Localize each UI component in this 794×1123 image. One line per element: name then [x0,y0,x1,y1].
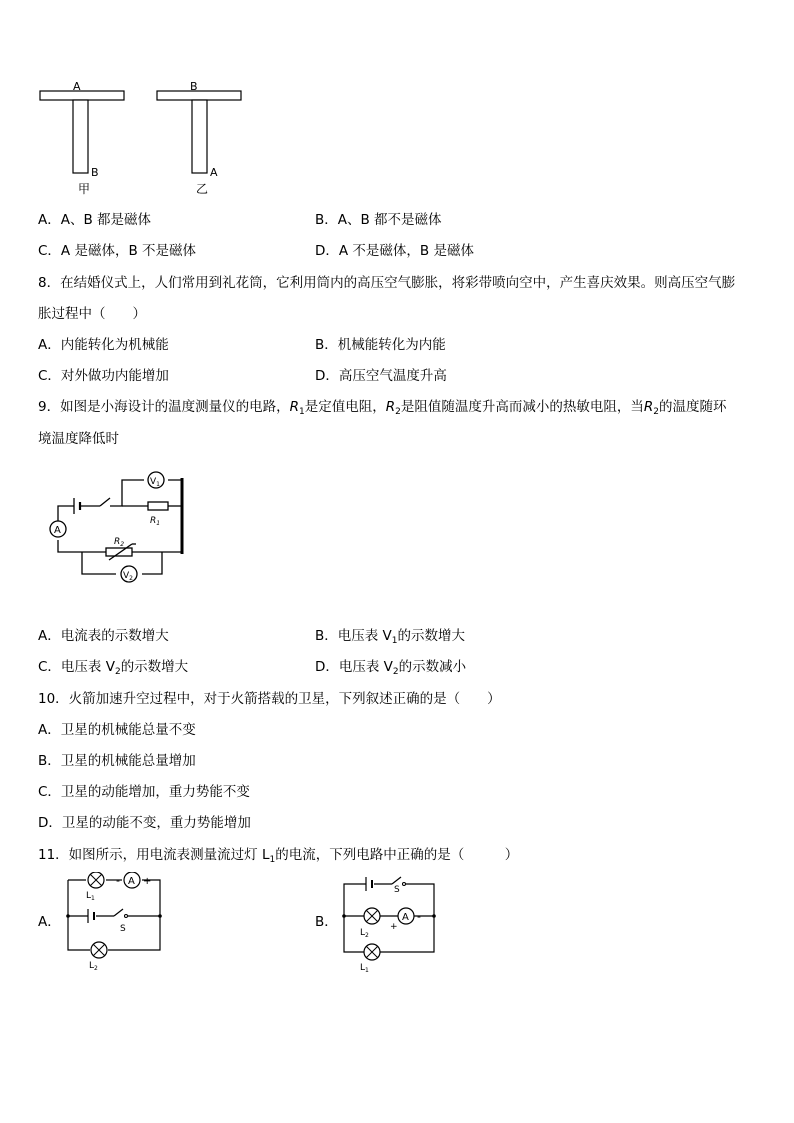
q7-left-top-label: A [73,80,81,93]
q11b-l2-label [360,928,369,939]
q9-option-b[interactable] [315,624,465,644]
q7-option-d[interactable]: D．A 不是磁体，B 是磁体 [315,243,474,259]
q11-stem-post: 的电流，下列电路中正确的是（ ） [275,847,519,863]
q11-circuit-b[interactable] [336,872,446,972]
q7-right-top-label: B [190,80,198,93]
q10-option-c[interactable]: C．卫星的动能增加，重力势能不变 [38,784,250,800]
q11a-l1-label [86,891,95,902]
q10-stem: 10．火箭加速升空过程中，对于火箭搭载的卫星，下列叙述正确的是（ ） [38,691,501,707]
q11a-l2: L [89,961,95,971]
q11b-l2: L [360,928,366,938]
q9-r1-label [150,516,160,527]
q9-option-c[interactable] [38,655,188,675]
q11-stem-sub: 1 [269,855,276,865]
q9-option-b-sub: 1 [391,636,398,646]
q9-option-d[interactable] [315,655,466,675]
q11-stem [38,843,518,863]
q11-circuit-a[interactable] [60,872,170,972]
q9-r1-label-sub: 1 [156,520,161,527]
q9-v1-v: V [150,477,157,487]
q9-option-d-pre: D．电压表 V [315,659,393,675]
q11a-l1-sub: 1 [91,895,95,902]
q9-stem-p4: 的温度随环 [658,399,727,415]
q11a-l2-sub: 2 [94,965,98,972]
q10-option-d[interactable]: D．卫星的动能不变，重力势能增加 [38,815,251,831]
q11-option-b-label[interactable]: B． [315,914,338,930]
q10-option-a[interactable]: A．卫星的机械能总量不变 [38,722,196,738]
q7-right-caption: 乙 [196,182,209,196]
q9-r3-sub: 2 [653,407,659,417]
q11b-l2-sub: 2 [365,932,369,939]
q9-option-c-sub: 2 [114,667,121,677]
q11b-plus: + [390,922,398,932]
q11a-minus: - [116,874,120,887]
q9-option-c-pre: C．电压表 V [38,659,115,675]
q11a-l1: L [86,891,92,901]
q9-stem-p2: 是定值电阻， [304,399,386,415]
q8-option-d[interactable]: D．高压空气温度升高 [315,368,447,384]
q9-v1-sub: 1 [156,481,160,488]
q11a-l2-label [89,961,98,972]
q8-option-a[interactable]: A．内能转化为机械能 [38,337,169,353]
q7-option-c[interactable]: C．A 是磁体，B 不是磁体 [38,243,197,259]
q9-stem-p3: 是阻值随温度升高而减小的热敏电阻，当 [400,399,644,415]
q8-option-c[interactable]: C．对外做功内能增加 [38,368,169,384]
q11a-switch-label: S [120,924,126,934]
q9-option-c-post: 的示数增大 [120,659,189,675]
q9-stem-line2: 境温度降低时 [38,431,119,447]
q9-circuit [44,466,194,592]
q7-option-a[interactable]: A．A、B 都是磁体 [38,212,152,228]
q9-stem-line1 [38,395,726,415]
q9-stem-p1: 9．如图是小海设计的温度测量仪的电路， [38,399,290,415]
q8-stem-line2: 胀过程中（ ） [38,306,146,322]
q9-r2-label-sub: 2 [120,541,125,548]
q7-fig-right [157,80,241,196]
q11b-l1-sub: 1 [365,967,369,972]
q8-stem-line1: 8．在结婚仪式上，人们常用到礼花筒，它利用筒内的高压空气膨胀，将彩带喷向空中，产生喜庆效果。则高压空气膨 [38,275,736,291]
q7-figure [36,78,266,198]
q11a-plus: + [143,876,152,887]
q9-r1-letter: R [150,516,157,526]
q9-ammeter-label: A [54,525,61,536]
q8-option-b[interactable]: B．机械能转化为内能 [315,337,446,353]
q9-option-b-pre: B．电压表 V [315,628,392,644]
q11-stem-pre: 11．如图所示，用电流表测量流过灯 L [38,847,270,863]
q9-r1: R [289,399,299,415]
q11b-ammeter: A [402,912,409,923]
q11a-ammeter: A [128,876,135,887]
q9-v2-v: V [123,571,130,581]
q10-option-b[interactable]: B．卫星的机械能总量增加 [38,753,196,769]
q9-r2-letter: R [114,537,121,547]
q7-option-b[interactable]: B．A、B 都不是磁体 [315,212,442,228]
q9-option-d-post: 的示数减小 [398,659,467,675]
q7-right-bottom-label: A [210,166,218,179]
q9-option-d-sub: 2 [392,667,399,677]
q11b-minus: - [417,910,421,923]
q9-r2-sub: 2 [395,407,401,417]
q7-fig-left [40,80,124,196]
q9-option-a[interactable]: A．电流表的示数增大 [38,628,169,644]
q9-r2-label [114,537,124,548]
q11b-l1: L [360,963,366,972]
q7-left-caption: 甲 [78,182,91,196]
q11-option-a-label[interactable]: A． [38,914,61,930]
q9-r2: R [385,399,396,415]
q9-r3: R [643,399,654,415]
q11b-l1-label [360,963,369,972]
q7-left-bottom-label: B [91,166,99,179]
q9-v2-sub: 2 [129,575,133,582]
q9-option-b-post: 的示数增大 [397,628,466,644]
q11b-switch-label: S [394,885,400,895]
q9-r1-sub: 1 [298,407,305,417]
